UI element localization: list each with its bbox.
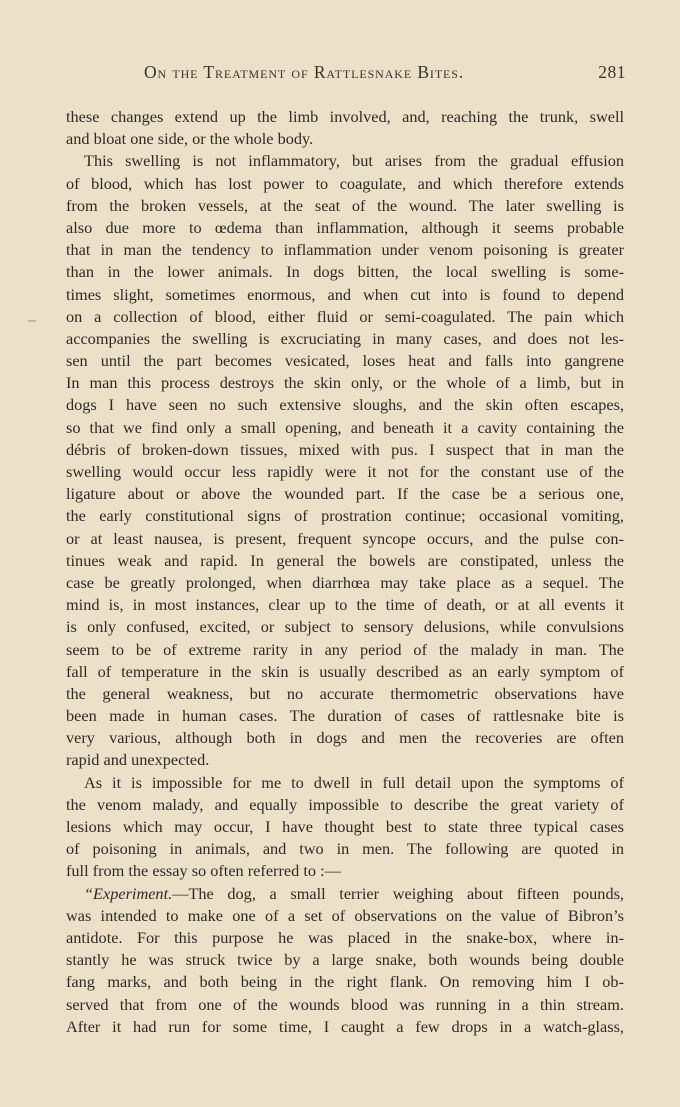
line-text: lesions which may occur, I have thought best to state three typical cases [66,817,624,836]
text-line [66,683,624,705]
text-line [66,550,624,572]
line-text: of poisoning in animals, and two in men. The following are quoted in [66,839,624,859]
line-text: than in the lower animals. In dogs bitten, the local swelling is some- [66,262,624,282]
text-line [66,838,624,860]
running-title: On the Treatment of Rattlesnake Bites. [144,62,465,82]
line-text: served that from one of the wounds blood was running in a thin stream. [66,994,624,1014]
line-text: débris of broken-down tissues, mixed with pus. I suspect that in man the [66,439,624,459]
line-text: been made in human cases. The duration of cases of rattlesnake bite is [66,706,624,726]
text-line [66,128,624,150]
line-text: the early constitutional signs of prostration continue; occasional vomiting, [66,506,624,526]
text-line [66,749,624,771]
text-line [66,572,624,594]
text-line [66,239,624,261]
text-line [66,705,624,727]
text-line [66,816,624,838]
body-text [66,106,624,1038]
line-text: stantly he was struck twice by a large snake, both wounds being double [66,950,624,970]
line-text: on a collection of blood, either fluid or semi-coagulated. The pain which [66,306,624,326]
text-line [66,639,624,661]
line-text: tinues weak and rapid. In general the bowels are constipated, unless the [66,550,624,570]
line-text: from the broken vessels, at the seat of the wound. The later swelling is [66,195,624,215]
text-line [66,394,624,416]
text-line [66,150,624,172]
line-text: sen until the part becomes vesicated, loses heat and falls into gangrene [66,351,624,371]
text-line [66,905,624,927]
text-line [66,461,624,483]
text-line [66,284,624,306]
text-line [66,306,624,328]
text-line [66,661,624,683]
text-line [66,1016,624,1038]
text-line [66,173,624,195]
line-text: accompanies the swelling is excruciating in many cases, and does not les- [66,328,624,348]
text-line [66,528,624,550]
line-text: so that we find only a small opening, and beneath it a cavity containing the [66,417,624,437]
text-line [66,261,624,283]
line-text: these changes extend up the limb involved, and, reaching the trunk, swell [66,107,624,126]
text-line [66,994,624,1016]
line-text: mind is, in most instances, clear up to the time of death, or at all events it [66,595,624,615]
text-line [66,949,624,971]
line-text: This swelling is not inflammatory, but arises from the gradual effusion [84,151,624,171]
line-text: is only confused, excited, or subject to sensory delusions, while convulsions [66,617,624,637]
line-text: was intended to make one of a set of observations on the value of Bibron’s [66,905,624,925]
line-text: case be greatly prolonged, when diarrhœa may take place as a sequel. The [66,572,624,592]
text-line [66,106,624,128]
line-text: or at least nausea, is present, frequent syncope occurs, and the pulse con- [66,528,624,548]
text-line [66,217,624,239]
text-line [66,328,624,350]
text-line [66,505,624,527]
line-text: As it is impossible for me to dwell in full detail upon the symptoms of [84,772,624,792]
line-text: full from the essay so often referred to :— [66,861,341,881]
line-text: antidote. For this purpose he was placed in the snake-box, where in- [66,927,624,947]
text-line [66,616,624,638]
line-text: and bloat one side, or the whole body. [66,129,314,149]
line-text: —The dog, a small terrier weighing about fifteen pounds, [172,883,624,903]
text-line [66,483,624,505]
line-text: times slight, sometimes enormous, and when cut into is found to depend [66,284,624,304]
text-line [66,971,624,993]
line-text: rapid and unexpected. [66,750,210,770]
text-line [66,727,624,749]
line-text: In man this process destroys the skin only, or the whole of a limb, but in [66,373,624,393]
text-line [66,794,624,816]
line-text: that in man the tendency to inflammation under venom poisoning is greater [66,240,624,260]
text-line [66,883,624,905]
text-line [66,439,624,461]
page-number: 281 [598,62,626,82]
text-line [66,372,624,394]
text-line [66,350,624,372]
italic-heading: “Experiment. [84,883,173,903]
line-text: also due more to œdema than inflammation, although it seems probable [66,217,624,237]
line-text: After it had run for some time, I caught a few drops in a watch-glass, [66,1016,624,1036]
line-text: of blood, which has lost power to coagulate, and which therefore extends [66,173,624,193]
line-text: very various, although both in dogs and men the recoveries are often [66,728,624,748]
page-header [66,62,626,88]
text-line [66,195,624,217]
line-text: fang marks, and both being in the right flank. On removing him I ob- [66,972,624,992]
line-text: ligature about or above the wounded part. If the case be a serious one, [66,484,624,504]
text-line [66,860,624,882]
line-text: the venom malady, and equally impossible to describe the great variety of [66,794,624,814]
line-text: swelling would occur less rapidly were it not for the constant use of the [66,462,624,481]
margin-mark [28,320,36,322]
line-text: fall of temperature in the skin is usually described as an early symptom of [66,661,624,681]
line-text: dogs I have seen no such extensive sloughs, and the skin often escapes, [66,395,624,415]
text-line [66,772,624,794]
text-line [66,927,624,949]
line-text: seem to be of extreme rarity in any period of the malady in man. The [66,639,624,659]
line-text: the general weakness, but no accurate thermometric observations have [66,683,624,703]
text-line [66,417,624,439]
text-line [66,594,624,616]
